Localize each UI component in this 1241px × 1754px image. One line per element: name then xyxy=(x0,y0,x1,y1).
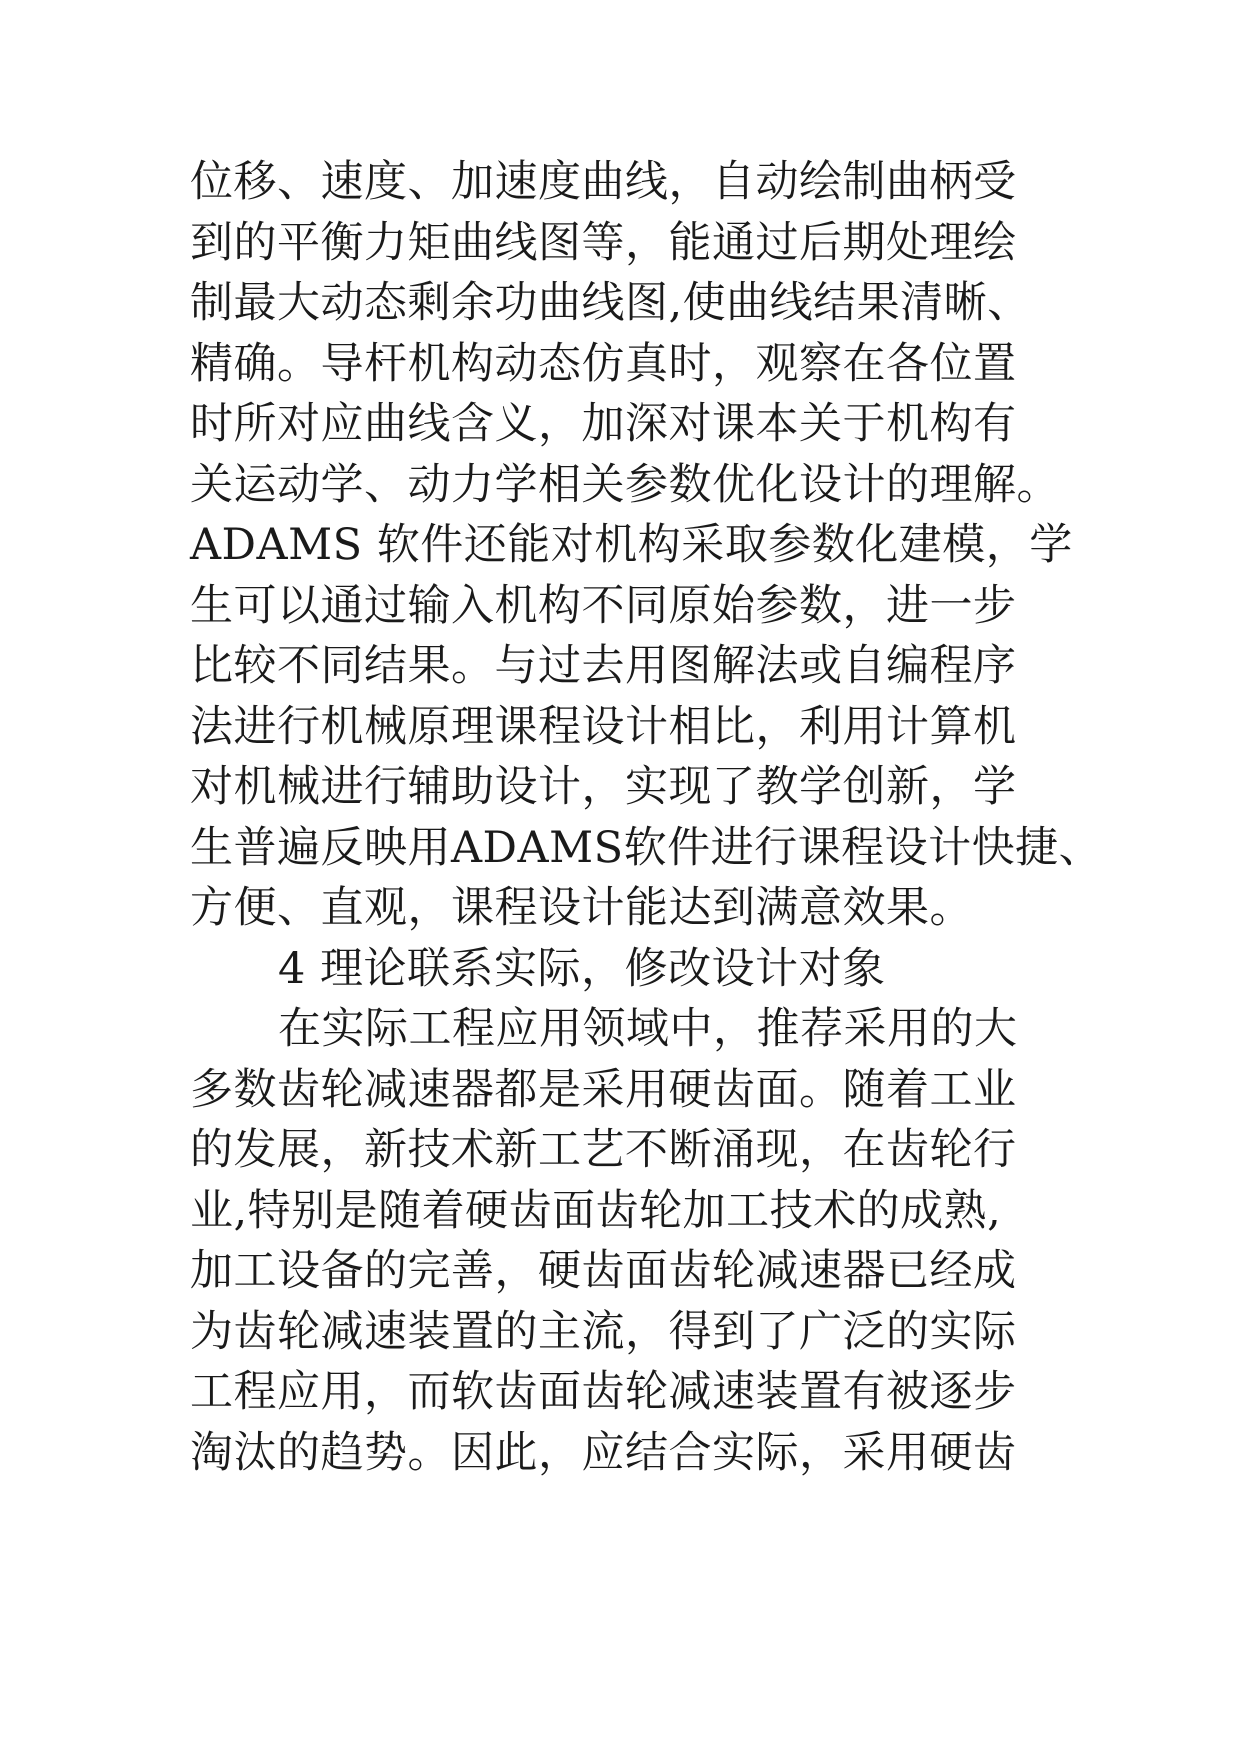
paragraph-1 xyxy=(190,152,1130,939)
text-line: 时所对应曲线含义，加深对课本关于机构有 xyxy=(190,399,1017,449)
text-line: 位移、速度、加速度曲线，自动绘制曲柄受 xyxy=(190,157,1017,207)
text-line: 淘汰的趋势。因此，应结合实际，采用硬齿 xyxy=(190,1427,1017,1478)
paragraph-2 xyxy=(190,999,1130,1483)
text-line: 方便、直观，课程设计能达到满意效果。 xyxy=(190,883,973,933)
text-line: 多数齿轮减速器都是采用硬齿面。随着工业 xyxy=(190,1064,1017,1115)
text-line: 精确。导杆机构动态仿真时，观察在各位置 xyxy=(190,338,1017,389)
text-line: 比较不同结果。与过去用图解法或自编程序 xyxy=(190,641,1017,691)
body-text xyxy=(190,152,1130,1483)
text-line: 加工设备的完善，硬齿面齿轮减速器已经成 xyxy=(190,1246,1017,1296)
text-line: 工程应用，而软齿面齿轮减速装置有被逐步 xyxy=(190,1367,1017,1417)
text-line: 生可以通过输入机构不同原始参数，进一步 xyxy=(190,580,1017,631)
text-line: 关运动学、动力学相关参数优化设计的理解。 xyxy=(190,459,1060,510)
section-heading: 4 理论联系实际，修改设计对象 xyxy=(278,943,886,994)
text-line: 制最大动态剩余功曲线图,使曲线结果清晰、 xyxy=(190,278,1031,328)
text-line: 到的平衡力矩曲线图等，能通过后期处理绘 xyxy=(190,217,1017,268)
text-line: 对机械进行辅助设计，实现了教学创新，学 xyxy=(190,762,1017,812)
text-line: ADAMS 软件还能对机构采取参数化建模，学 xyxy=(190,520,1073,570)
text-line: 为齿轮减速装置的主流，得到了广泛的实际 xyxy=(190,1306,1017,1357)
text-line: 生普遍反映用ADAMS软件进行课程设计快捷、 xyxy=(190,822,1103,873)
text-line: 法进行机械原理课程设计相比，利用计算机 xyxy=(190,701,1017,752)
text-line: 的发展，新技术新工艺不断涌现，在齿轮行 xyxy=(190,1125,1017,1175)
text-line: 在实际工程应用领域中，推荐采用的大 xyxy=(278,1004,1018,1054)
text-line: 业,特别是随着硬齿面齿轮加工技术的成熟, xyxy=(190,1185,1002,1236)
